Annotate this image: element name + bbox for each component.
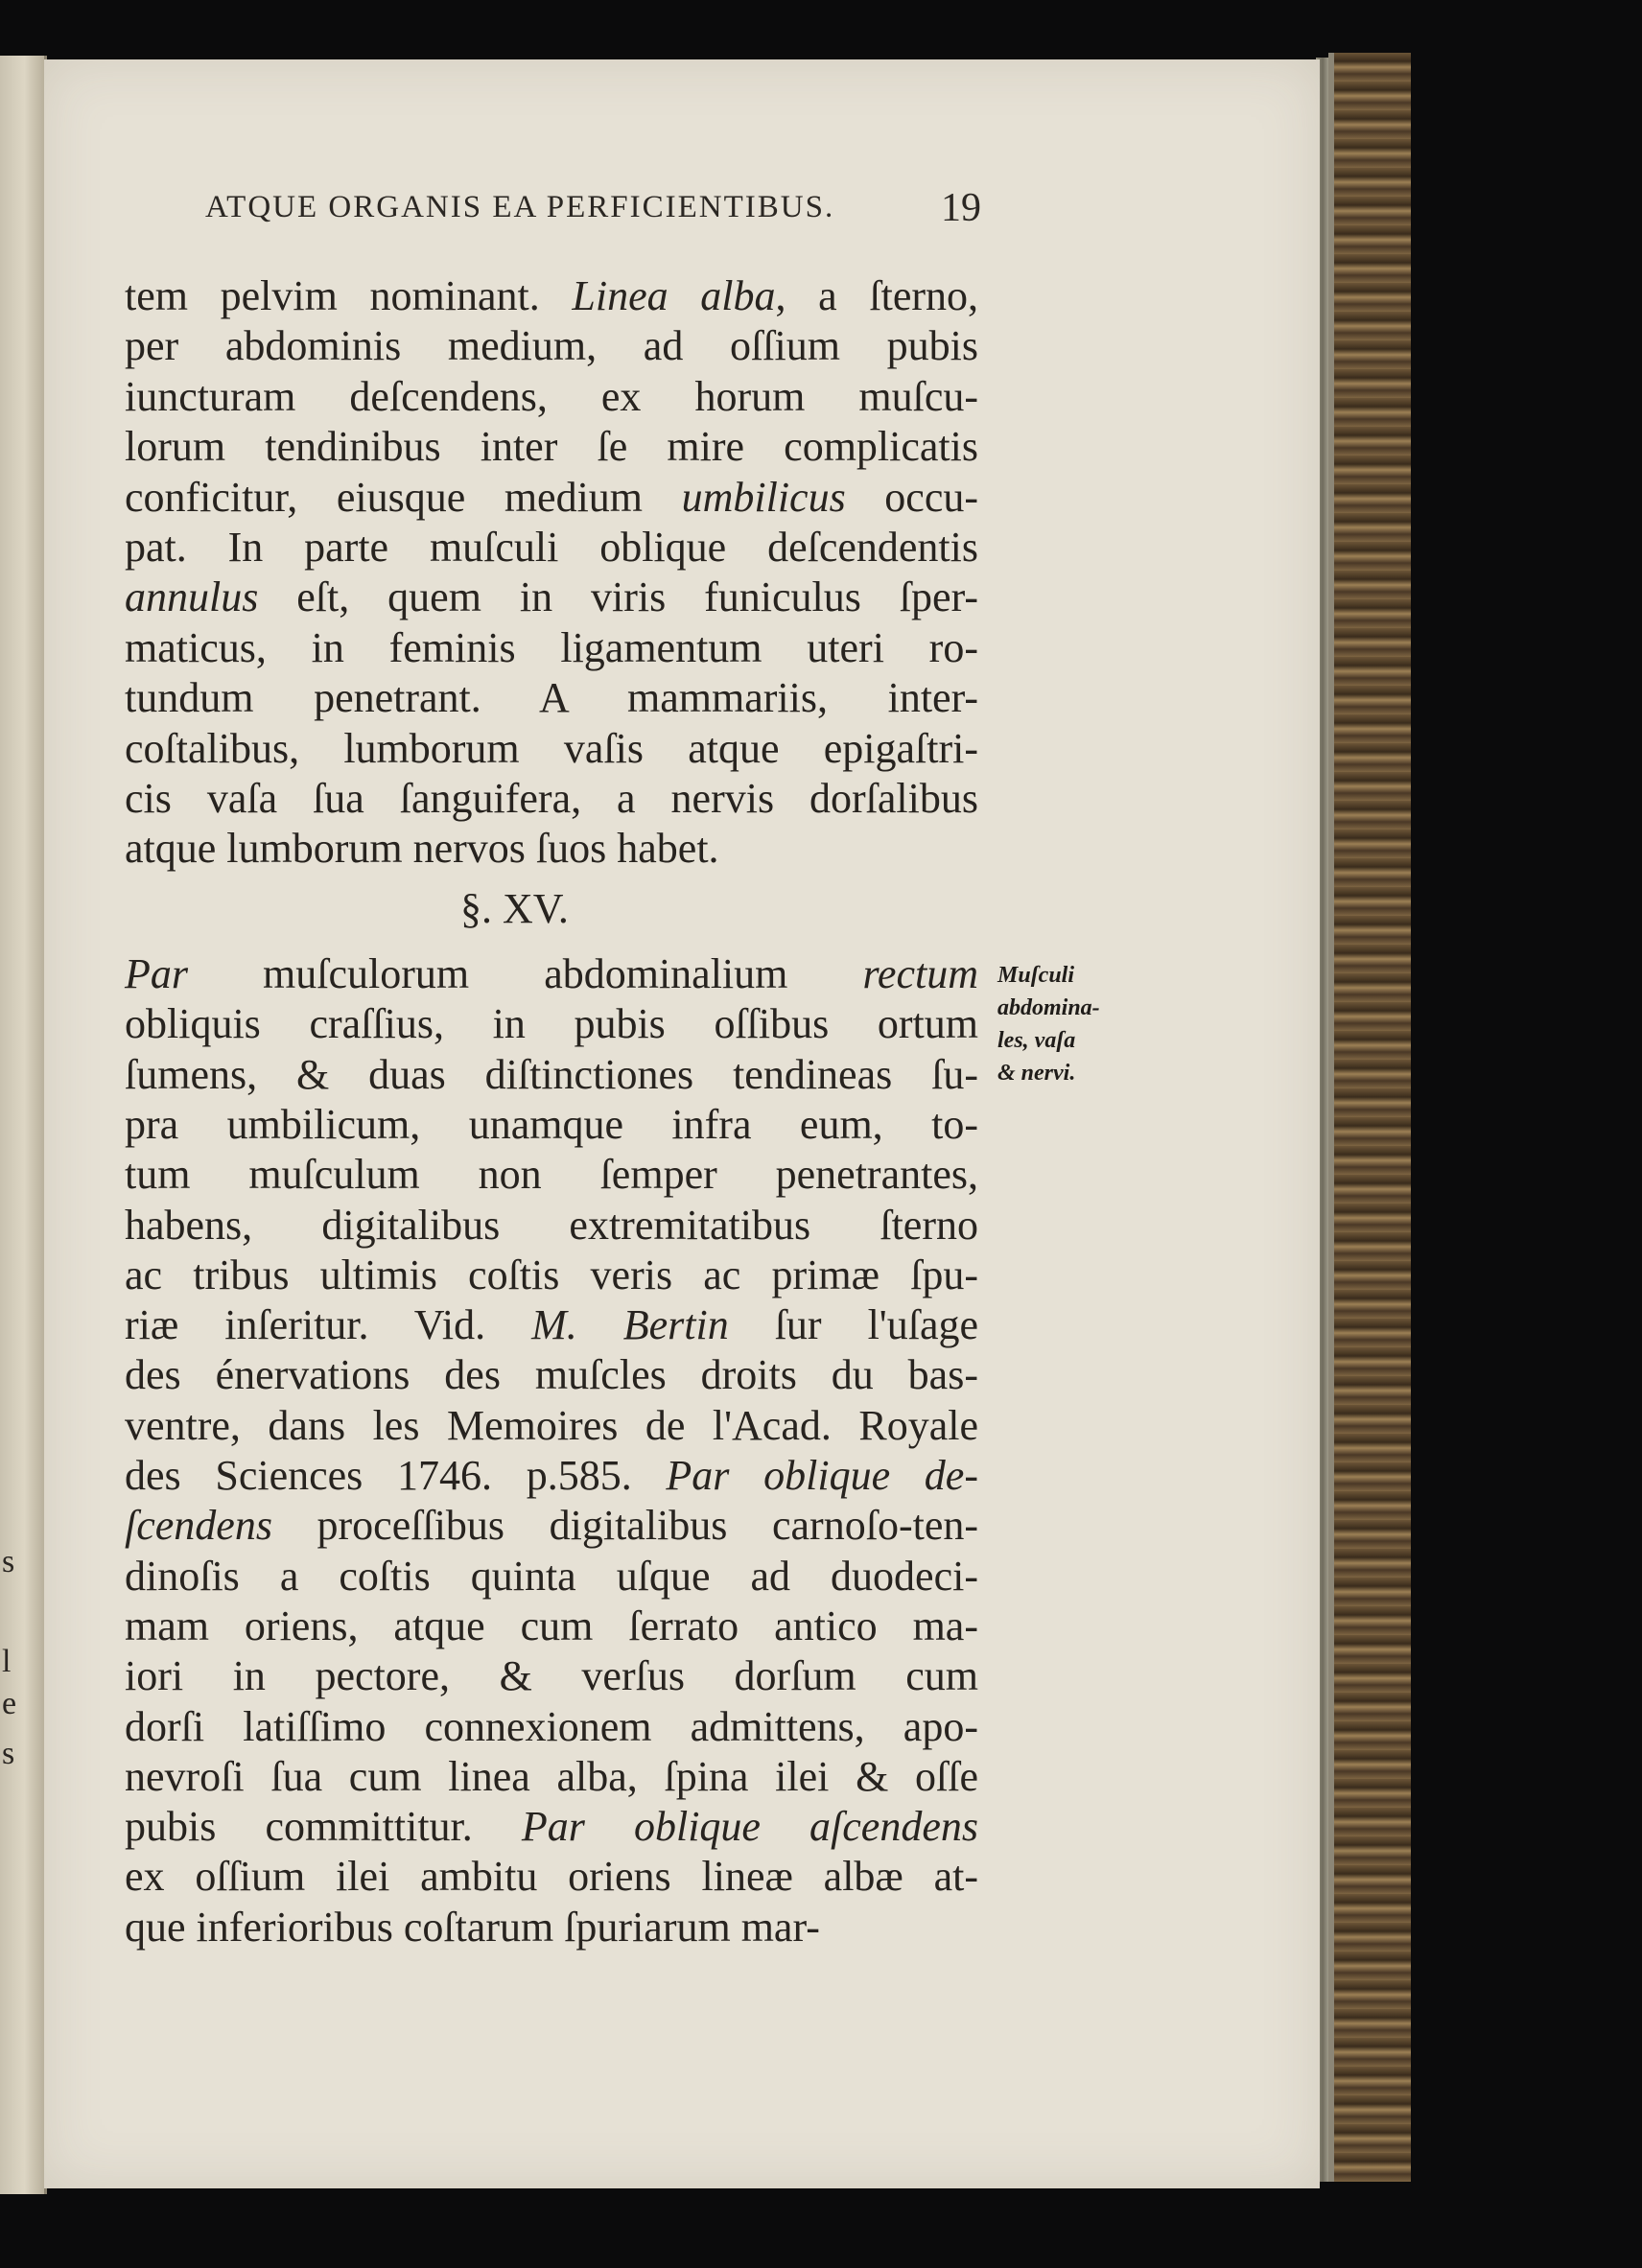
text-run: ventre, dans les Memoires de l'Acad. Royale <box>125 1401 978 1449</box>
italic-text: ſcendens <box>125 1502 272 1550</box>
margin-note <box>997 959 1189 1089</box>
text-line <box>125 573 978 622</box>
text-line <box>125 1401 978 1451</box>
text-line <box>125 321 978 371</box>
text-run: mam oriens, atque cum ſerrato antico ma- <box>125 1602 978 1649</box>
text-line <box>125 724 978 774</box>
text-line <box>125 1201 978 1251</box>
text-line <box>125 473 978 523</box>
italic-text: Par oblique aſcendens <box>521 1803 978 1851</box>
section-heading: §. XV. <box>460 885 569 932</box>
text-line <box>125 949 978 999</box>
margin-note-line: Muſculi <box>997 963 1075 988</box>
text-run: habens, digitalibus extremitatibus ſterno <box>125 1201 978 1249</box>
italic-text: rectum <box>862 950 978 997</box>
italic-text: Par <box>125 950 188 997</box>
text-run: ac tribus ultimis coſtis veris ac primæ ſpu- <box>125 1251 978 1298</box>
text-run: riæ inſeritur. Vid. <box>125 1301 532 1349</box>
text-run: pat. In parte muſculi oblique deſcendentis <box>125 524 978 571</box>
page-number: 19 <box>941 186 981 230</box>
text-run: dorſi latiſſimo connexionem admittens, apo- <box>125 1702 978 1750</box>
edge-letter: s <box>2 1736 15 1771</box>
facing-page-edge <box>0 56 47 2194</box>
text-line <box>125 422 978 472</box>
text-run: ex oſſium ilei ambitu oriens lineæ albæ at- <box>125 1853 978 1901</box>
text-run: pubis committitur. <box>125 1803 522 1851</box>
text-line <box>125 1350 978 1400</box>
text-run: des énervations des muſcles droits du bas- <box>125 1351 978 1399</box>
text-line <box>125 1552 978 1602</box>
edge-letter: s <box>2 1544 15 1579</box>
text-line <box>125 1852 978 1902</box>
text-line <box>125 1651 978 1701</box>
text-run: maticus, in feminis ligamentum uteri ro- <box>125 623 978 671</box>
text-run: muſculorum abdominalium <box>188 950 863 997</box>
text-run: coſtalibus, lumborum vaſis atque epigaſtri- <box>125 724 978 772</box>
running-head-title: ATQUE ORGANIS EA PERFICIENTIBUS. <box>205 190 835 224</box>
text-run: obliquis craſſius, in pubis oſſibus ortum <box>125 1000 978 1048</box>
edge-letter: e <box>2 1686 17 1721</box>
text-line <box>125 1050 978 1100</box>
text-run: nevroſi ſua cum linea alba, ſpina ilei & oſſe <box>125 1752 978 1800</box>
text-line <box>125 999 978 1049</box>
text-run: pra umbilicum, unamque infra eum, to- <box>125 1100 978 1148</box>
text-line <box>125 1752 978 1802</box>
text-run: proceſſibus digitalibus carnoſo-ten- <box>271 1502 978 1550</box>
text-run: cis vaſa ſua ſanguifera, a nervis dorſalibus <box>125 775 978 822</box>
text-run: tem pelvim nominant. <box>125 272 573 319</box>
text-run: conficitur, eiusque medium <box>125 473 682 521</box>
text-line <box>125 1451 978 1501</box>
text-line <box>125 824 978 874</box>
margin-note-line: abdomina- <box>997 995 1100 1020</box>
text-run: ſur l'uſage <box>728 1301 978 1349</box>
text-line <box>125 523 978 573</box>
text-line <box>125 1903 978 1952</box>
text-run: ſumens, & duas diſtinctiones tendineas ſu- <box>125 1050 978 1098</box>
text-run: lorum tendinibus inter ſe mire complicatis <box>125 423 978 471</box>
text-run: que inferioribus coſtarum ſpuriarum mar- <box>125 1903 820 1951</box>
text-run: dinoſis a coſtis quinta uſque ad duodeci- <box>125 1552 978 1600</box>
text-run: , a ſterno, <box>775 272 979 319</box>
text-line <box>125 774 978 824</box>
text-line <box>125 1100 978 1150</box>
italic-text: M. Bertin <box>531 1301 729 1349</box>
text-line <box>125 271 978 321</box>
text-run: atque lumborum nervos ſuos habet. <box>125 825 719 873</box>
text-line <box>125 673 978 723</box>
text-line <box>125 1802 978 1852</box>
running-head <box>161 185 1005 243</box>
text-run: occu- <box>845 473 978 521</box>
text-line <box>125 1702 978 1752</box>
text-line <box>125 1602 978 1651</box>
italic-text: umbilicus <box>681 473 846 521</box>
italic-text: Linea alba <box>572 272 776 319</box>
text-line <box>125 623 978 673</box>
marbled-cover-edge <box>1328 53 1411 2182</box>
text-run: iori in pectore, & verſus dorſum cum <box>125 1652 978 1700</box>
text-line <box>125 1251 978 1300</box>
text-line <box>125 1300 978 1350</box>
edge-letter: l <box>2 1644 12 1679</box>
text-run: per abdominis medium, ad oſſium pubis <box>125 322 978 370</box>
margin-note-line: & nervi. <box>997 1061 1076 1086</box>
text-run: tum muſculum non ſemper penetrantes, <box>125 1151 978 1199</box>
text-line <box>125 1501 978 1551</box>
text-run: iuncturam deſcendens, ex horum muſcu- <box>125 372 978 420</box>
text-line <box>125 1150 978 1200</box>
text-run: eſt, quem in viris funiculus ſper- <box>258 573 978 621</box>
margin-note-line: les, vaſa <box>997 1028 1076 1053</box>
text-run: des Sciences 1746. p.585. <box>125 1452 667 1499</box>
text-run: tundum penetrant. A mammariis, inter- <box>125 674 978 722</box>
italic-text: annulus <box>125 573 259 621</box>
text-line <box>125 372 978 422</box>
italic-text: Par oblique de- <box>666 1452 978 1499</box>
